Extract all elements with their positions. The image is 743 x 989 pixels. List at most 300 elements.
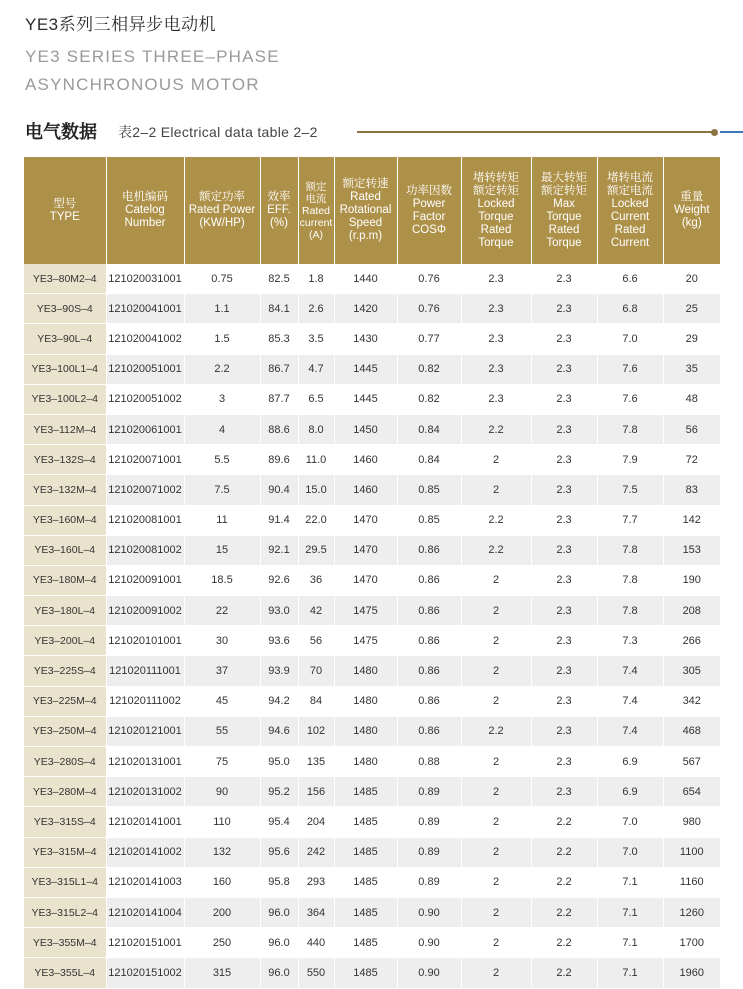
cell-max-torque-ratio: 2.3 <box>531 686 597 716</box>
column-header-line: (kg) <box>681 217 702 229</box>
cell-rated-current: 293 <box>298 867 334 897</box>
cell-max-torque-ratio: 2.2 <box>531 897 597 927</box>
cell-rated-speed: 1420 <box>334 294 397 324</box>
cell-type: YE3–160M–4 <box>24 505 106 535</box>
cell-locked-current-ratio: 7.4 <box>597 686 663 716</box>
cell-catalog-number: 121020131002 <box>106 777 184 807</box>
cell-locked-current-ratio: 7.5 <box>597 475 663 505</box>
table-body <box>24 264 720 988</box>
column-header-line: 重量 <box>680 191 704 203</box>
cell-rated-power: 37 <box>184 656 260 686</box>
cell-catalog-number: 121020051002 <box>106 384 184 414</box>
column-header-line: Catelog <box>125 204 165 216</box>
cell-locked-current-ratio: 7.0 <box>597 324 663 354</box>
cell-max-torque-ratio: 2.3 <box>531 294 597 324</box>
cell-locked-torque-ratio: 2.3 <box>461 264 531 294</box>
column-header-line: Power <box>412 197 446 210</box>
cell-rated-power: 250 <box>184 928 260 958</box>
cell-locked-current-ratio: 7.9 <box>597 445 663 475</box>
table-row <box>24 656 720 686</box>
cell-type: YE3–250M–4 <box>24 716 106 746</box>
cell-rated-speed: 1485 <box>334 837 397 867</box>
table-row <box>24 807 720 837</box>
column-header-line: (KW/HP) <box>199 217 245 229</box>
cell-weight: 190 <box>663 565 720 595</box>
cell-efficiency: 93.6 <box>260 626 298 656</box>
cell-rated-speed: 1485 <box>334 897 397 927</box>
cell-rated-power: 15 <box>184 535 260 565</box>
column-header-line: 额定转速 <box>342 178 389 190</box>
cell-type: YE3–315L1–4 <box>24 867 106 897</box>
cell-power-factor: 0.82 <box>397 354 461 384</box>
table-row <box>24 505 720 535</box>
column-header-locked-current-ratio <box>597 157 663 264</box>
column-header-line: COSΦ <box>411 223 447 236</box>
cell-max-torque-ratio: 2.3 <box>531 505 597 535</box>
page-title: YE3系列三相异步电动机 <box>25 15 217 34</box>
table-row <box>24 445 720 475</box>
cell-rated-speed: 1475 <box>334 596 397 626</box>
cell-rated-power: 11 <box>184 505 260 535</box>
column-header-line: Rated <box>350 191 381 203</box>
cell-locked-current-ratio: 7.6 <box>597 354 663 384</box>
cell-weight: 153 <box>663 535 720 565</box>
cell-power-factor: 0.86 <box>397 596 461 626</box>
cell-rated-speed: 1450 <box>334 414 397 444</box>
table-header-row <box>24 157 720 264</box>
cell-type: YE3–112M–4 <box>24 414 106 444</box>
cell-weight: 25 <box>663 294 720 324</box>
cell-weight: 1960 <box>663 958 720 988</box>
column-header-line: Rated <box>614 223 646 236</box>
cell-weight: 142 <box>663 505 720 535</box>
cell-power-factor: 0.86 <box>397 535 461 565</box>
column-header-line: Rotational <box>339 204 392 216</box>
cell-catalog-number: 121020151002 <box>106 958 184 988</box>
cell-rated-power: 5.5 <box>184 445 260 475</box>
cell-locked-torque-ratio: 2 <box>461 958 531 988</box>
cell-power-factor: 0.86 <box>397 656 461 686</box>
cell-efficiency: 95.0 <box>260 747 298 777</box>
cell-max-torque-ratio: 2.2 <box>531 928 597 958</box>
cell-power-factor: 0.89 <box>397 777 461 807</box>
cell-power-factor: 0.90 <box>397 897 461 927</box>
cell-efficiency: 95.8 <box>260 867 298 897</box>
table-row <box>24 354 720 384</box>
cell-efficiency: 94.2 <box>260 686 298 716</box>
cell-max-torque-ratio: 2.3 <box>531 626 597 656</box>
column-header-line: 额定转矩 <box>541 184 587 197</box>
cell-weight: 35 <box>663 354 720 384</box>
column-header-line: EFF. <box>267 204 291 216</box>
cell-rated-current: 2.6 <box>298 294 334 324</box>
table-row <box>24 958 720 988</box>
cell-catalog-number: 121020111002 <box>106 686 184 716</box>
cell-max-torque-ratio: 2.2 <box>531 867 597 897</box>
cell-rated-current: 204 <box>298 807 334 837</box>
cell-rated-power: 0.75 <box>184 264 260 294</box>
cell-type: YE3–225S–4 <box>24 656 106 686</box>
cell-power-factor: 0.86 <box>397 565 461 595</box>
cell-rated-speed: 1485 <box>334 928 397 958</box>
cell-type: YE3–315S–4 <box>24 807 106 837</box>
cell-catalog-number: 121020071002 <box>106 475 184 505</box>
cell-rated-power: 1.5 <box>184 324 260 354</box>
column-header-line: 电流 <box>305 192 327 205</box>
table-row <box>24 384 720 414</box>
cell-locked-torque-ratio: 2.2 <box>461 716 531 746</box>
cell-rated-power: 90 <box>184 777 260 807</box>
cell-catalog-number: 121020041002 <box>106 324 184 354</box>
cell-rated-speed: 1475 <box>334 626 397 656</box>
cell-efficiency: 96.0 <box>260 928 298 958</box>
cell-locked-torque-ratio: 2.3 <box>461 324 531 354</box>
cell-max-torque-ratio: 2.3 <box>531 656 597 686</box>
cell-rated-current: 102 <box>298 716 334 746</box>
cell-rated-power: 7.5 <box>184 475 260 505</box>
column-header-line: 堵转电流 <box>607 171 653 184</box>
cell-rated-current: 36 <box>298 565 334 595</box>
cell-weight: 1260 <box>663 897 720 927</box>
cell-weight: 48 <box>663 384 720 414</box>
cell-weight: 208 <box>663 596 720 626</box>
column-header-line: 最大转矩 <box>541 171 587 184</box>
cell-rated-power: 110 <box>184 807 260 837</box>
cell-max-torque-ratio: 2.3 <box>531 535 597 565</box>
cell-locked-current-ratio: 6.8 <box>597 294 663 324</box>
column-header-line: Locked <box>611 197 649 210</box>
electrical-data-table <box>24 157 720 989</box>
cell-rated-speed: 1480 <box>334 747 397 777</box>
table-row <box>24 324 720 354</box>
cell-locked-torque-ratio: 2 <box>461 475 531 505</box>
cell-weight: 567 <box>663 747 720 777</box>
cell-locked-current-ratio: 7.0 <box>597 807 663 837</box>
column-header-line: 功率因数 <box>406 184 452 197</box>
cell-type: YE3–180L–4 <box>24 596 106 626</box>
table-row <box>24 294 720 324</box>
column-header-line: 额定 <box>305 180 327 193</box>
column-header-line: Rated Power <box>188 204 256 216</box>
cell-rated-current: 1.8 <box>298 264 334 294</box>
cell-max-torque-ratio: 2.3 <box>531 264 597 294</box>
cell-catalog-number: 121020041001 <box>106 294 184 324</box>
section-title: 电气数据 <box>25 122 97 142</box>
cell-locked-torque-ratio: 2.3 <box>461 294 531 324</box>
cell-catalog-number: 121020141001 <box>106 807 184 837</box>
cell-locked-current-ratio: 7.8 <box>597 535 663 565</box>
cell-locked-torque-ratio: 2 <box>461 747 531 777</box>
column-header-line: 额定功率 <box>199 191 245 203</box>
cell-locked-current-ratio: 7.1 <box>597 958 663 988</box>
table-row <box>24 747 720 777</box>
cell-rated-power: 132 <box>184 837 260 867</box>
cell-rated-speed: 1485 <box>334 777 397 807</box>
cell-locked-current-ratio: 7.6 <box>597 384 663 414</box>
cell-max-torque-ratio: 2.3 <box>531 777 597 807</box>
section-rule-accent <box>720 131 743 133</box>
cell-type: YE3–200L–4 <box>24 626 106 656</box>
cell-rated-current: 364 <box>298 897 334 927</box>
column-header-line: Locked <box>477 197 515 210</box>
cell-weight: 20 <box>663 264 720 294</box>
cell-locked-current-ratio: 7.8 <box>597 596 663 626</box>
cell-type: YE3–280S–4 <box>24 747 106 777</box>
cell-rated-speed: 1430 <box>334 324 397 354</box>
table-row <box>24 596 720 626</box>
cell-rated-power: 315 <box>184 958 260 988</box>
column-header-line: Rated <box>301 204 331 217</box>
cell-weight: 1160 <box>663 867 720 897</box>
cell-type: YE3–90L–4 <box>24 324 106 354</box>
column-header-line: Rated <box>548 223 580 236</box>
table-row <box>24 837 720 867</box>
cell-power-factor: 0.85 <box>397 475 461 505</box>
cell-catalog-number: 121020121001 <box>106 716 184 746</box>
column-header-line: Factor <box>412 210 446 223</box>
cell-efficiency: 96.0 <box>260 897 298 927</box>
cell-efficiency: 84.1 <box>260 294 298 324</box>
cell-locked-current-ratio: 7.1 <box>597 897 663 927</box>
cell-catalog-number: 121020051001 <box>106 354 184 384</box>
cell-max-torque-ratio: 2.3 <box>531 384 597 414</box>
cell-rated-current: 550 <box>298 958 334 988</box>
cell-catalog-number: 121020061001 <box>106 414 184 444</box>
cell-efficiency: 95.6 <box>260 837 298 867</box>
section-header <box>25 118 725 146</box>
cell-rated-speed: 1470 <box>334 535 397 565</box>
column-header-line: (%) <box>270 217 288 229</box>
column-header-line: Torque <box>478 210 514 223</box>
cell-locked-torque-ratio: 2 <box>461 777 531 807</box>
column-header-line: Torque <box>546 210 582 223</box>
cell-efficiency: 89.6 <box>260 445 298 475</box>
cell-locked-current-ratio: 7.1 <box>597 928 663 958</box>
cell-type: YE3–280M–4 <box>24 777 106 807</box>
cell-rated-current: 135 <box>298 747 334 777</box>
column-header-line: 额定电流 <box>607 184 653 197</box>
column-header-line: (r.p.m) <box>348 230 383 242</box>
table-row <box>24 264 720 294</box>
page-title-en-line2: ASYNCHRONOUS MOTOR <box>25 75 260 94</box>
cell-locked-torque-ratio: 2 <box>461 928 531 958</box>
cell-rated-speed: 1485 <box>334 958 397 988</box>
cell-locked-torque-ratio: 2 <box>461 867 531 897</box>
cell-locked-torque-ratio: 2 <box>461 445 531 475</box>
cell-weight: 980 <box>663 807 720 837</box>
cell-type: YE3–90S–4 <box>24 294 106 324</box>
cell-locked-current-ratio: 6.9 <box>597 747 663 777</box>
cell-catalog-number: 121020081002 <box>106 535 184 565</box>
cell-locked-current-ratio: 7.3 <box>597 626 663 656</box>
cell-catalog-number: 121020101001 <box>106 626 184 656</box>
cell-locked-current-ratio: 7.0 <box>597 837 663 867</box>
column-header-catalog-number <box>106 157 184 264</box>
cell-max-torque-ratio: 2.3 <box>531 596 597 626</box>
cell-rated-power: 22 <box>184 596 260 626</box>
cell-catalog-number: 121020071001 <box>106 445 184 475</box>
table-row <box>24 535 720 565</box>
cell-locked-torque-ratio: 2.2 <box>461 535 531 565</box>
cell-efficiency: 93.9 <box>260 656 298 686</box>
cell-efficiency: 94.6 <box>260 716 298 746</box>
column-header-line: Number <box>124 217 166 229</box>
cell-catalog-number: 121020141004 <box>106 897 184 927</box>
cell-max-torque-ratio: 2.3 <box>531 565 597 595</box>
cell-catalog-number: 121020141003 <box>106 867 184 897</box>
cell-efficiency: 95.4 <box>260 807 298 837</box>
cell-max-torque-ratio: 2.2 <box>531 958 597 988</box>
column-header-line: 效率 <box>267 191 291 203</box>
cell-rated-speed: 1440 <box>334 264 397 294</box>
column-header-line: 额定转矩 <box>473 184 519 197</box>
cell-rated-current: 84 <box>298 686 334 716</box>
table-row <box>24 716 720 746</box>
cell-locked-current-ratio: 7.4 <box>597 716 663 746</box>
cell-type: YE3–355M–4 <box>24 928 106 958</box>
cell-max-torque-ratio: 2.2 <box>531 837 597 867</box>
cell-rated-current: 6.5 <box>298 384 334 414</box>
cell-rated-speed: 1480 <box>334 686 397 716</box>
cell-locked-current-ratio: 7.7 <box>597 505 663 535</box>
table-row <box>24 475 720 505</box>
cell-power-factor: 0.77 <box>397 324 461 354</box>
cell-rated-speed: 1480 <box>334 656 397 686</box>
cell-weight: 72 <box>663 445 720 475</box>
cell-power-factor: 0.85 <box>397 505 461 535</box>
column-header-rated-power <box>184 157 260 264</box>
table-row <box>24 928 720 958</box>
cell-efficiency: 95.2 <box>260 777 298 807</box>
cell-max-torque-ratio: 2.3 <box>531 414 597 444</box>
cell-rated-power: 55 <box>184 716 260 746</box>
cell-rated-power: 4 <box>184 414 260 444</box>
cell-locked-torque-ratio: 2 <box>461 596 531 626</box>
cell-efficiency: 87.7 <box>260 384 298 414</box>
cell-power-factor: 0.76 <box>397 294 461 324</box>
cell-rated-current: 42 <box>298 596 334 626</box>
cell-weight: 342 <box>663 686 720 716</box>
table-row <box>24 565 720 595</box>
cell-rated-power: 200 <box>184 897 260 927</box>
cell-weight: 266 <box>663 626 720 656</box>
table-row <box>24 897 720 927</box>
cell-rated-current: 8.0 <box>298 414 334 444</box>
cell-weight: 1100 <box>663 837 720 867</box>
cell-rated-current: 56 <box>298 626 334 656</box>
cell-locked-current-ratio: 7.1 <box>597 867 663 897</box>
cell-max-torque-ratio: 2.3 <box>531 716 597 746</box>
cell-weight: 305 <box>663 656 720 686</box>
cell-rated-power: 1.1 <box>184 294 260 324</box>
cell-locked-torque-ratio: 2 <box>461 626 531 656</box>
cell-rated-current: 70 <box>298 656 334 686</box>
cell-type: YE3–180M–4 <box>24 565 106 595</box>
cell-catalog-number: 121020091002 <box>106 596 184 626</box>
cell-max-torque-ratio: 2.3 <box>531 475 597 505</box>
cell-rated-current: 4.7 <box>298 354 334 384</box>
cell-rated-current: 15.0 <box>298 475 334 505</box>
cell-max-torque-ratio: 2.3 <box>531 324 597 354</box>
cell-locked-torque-ratio: 2 <box>461 656 531 686</box>
cell-rated-current: 156 <box>298 777 334 807</box>
cell-max-torque-ratio: 2.2 <box>531 807 597 837</box>
cell-weight: 468 <box>663 716 720 746</box>
cell-efficiency: 92.1 <box>260 535 298 565</box>
cell-locked-torque-ratio: 2.2 <box>461 414 531 444</box>
cell-rated-speed: 1460 <box>334 445 397 475</box>
cell-rated-current: 29.5 <box>298 535 334 565</box>
column-header-rated-current <box>298 157 334 264</box>
table-row <box>24 867 720 897</box>
cell-power-factor: 0.89 <box>397 837 461 867</box>
cell-rated-speed: 1480 <box>334 716 397 746</box>
cell-efficiency: 96.0 <box>260 958 298 988</box>
cell-power-factor: 0.86 <box>397 716 461 746</box>
column-header-line: Torque <box>546 236 582 249</box>
cell-rated-current: 22.0 <box>298 505 334 535</box>
cell-catalog-number: 121020031001 <box>106 264 184 294</box>
cell-rated-power: 75 <box>184 747 260 777</box>
column-header-line: TYPE <box>49 210 80 223</box>
cell-efficiency: 90.4 <box>260 475 298 505</box>
column-header-line: 堵转转矩 <box>473 171 519 184</box>
cell-efficiency: 86.7 <box>260 354 298 384</box>
cell-max-torque-ratio: 2.3 <box>531 747 597 777</box>
column-header-line: Torque <box>478 236 514 249</box>
cell-rated-speed: 1470 <box>334 505 397 535</box>
cell-power-factor: 0.84 <box>397 414 461 444</box>
cell-catalog-number: 121020141002 <box>106 837 184 867</box>
column-header-max-torque-ratio <box>531 157 597 264</box>
cell-type: YE3–132S–4 <box>24 445 106 475</box>
column-header-line: 型号 <box>53 197 77 210</box>
cell-locked-current-ratio: 7.8 <box>597 565 663 595</box>
cell-type: YE3–100L2–4 <box>24 384 106 414</box>
cell-rated-speed: 1445 <box>334 354 397 384</box>
cell-catalog-number: 121020131001 <box>106 747 184 777</box>
cell-power-factor: 0.86 <box>397 686 461 716</box>
cell-rated-speed: 1485 <box>334 867 397 897</box>
cell-locked-torque-ratio: 2.3 <box>461 384 531 414</box>
cell-efficiency: 82.5 <box>260 264 298 294</box>
cell-locked-current-ratio: 7.4 <box>597 656 663 686</box>
cell-locked-current-ratio: 7.8 <box>597 414 663 444</box>
cell-power-factor: 0.89 <box>397 867 461 897</box>
column-header-line: (A) <box>309 228 323 241</box>
cell-type: YE3–315L2–4 <box>24 897 106 927</box>
cell-efficiency: 85.3 <box>260 324 298 354</box>
cell-locked-torque-ratio: 2.2 <box>461 505 531 535</box>
column-header-weight <box>663 157 720 264</box>
cell-rated-speed: 1485 <box>334 807 397 837</box>
cell-locked-torque-ratio: 2 <box>461 837 531 867</box>
column-header-line: Weight <box>673 204 710 216</box>
cell-power-factor: 0.89 <box>397 807 461 837</box>
cell-rated-speed: 1470 <box>334 565 397 595</box>
cell-rated-power: 45 <box>184 686 260 716</box>
column-header-rated-speed <box>334 157 397 264</box>
table-row <box>24 414 720 444</box>
page-title-en-line1: YE3 SERIES THREE–PHASE <box>25 47 280 66</box>
column-header-line: Rated <box>480 223 512 236</box>
cell-type: YE3–315M–4 <box>24 837 106 867</box>
cell-locked-torque-ratio: 2 <box>461 686 531 716</box>
cell-locked-torque-ratio: 2 <box>461 807 531 837</box>
section-subtitle: 表2–2 Electrical data table 2–2 <box>118 124 318 140</box>
cell-rated-power: 3 <box>184 384 260 414</box>
cell-power-factor: 0.84 <box>397 445 461 475</box>
